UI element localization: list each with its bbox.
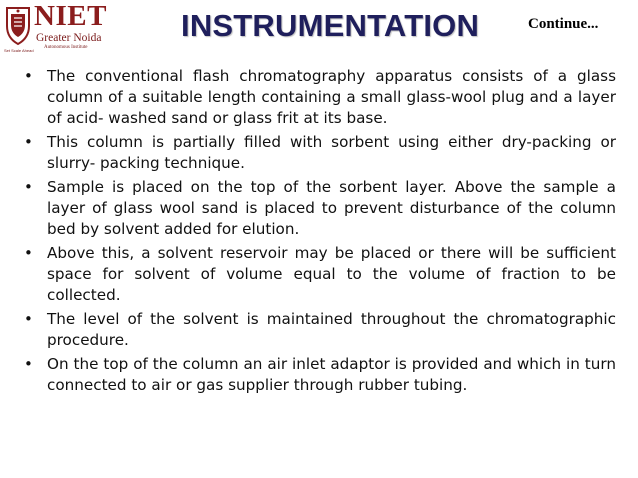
bullet-item xyxy=(24,132,616,174)
bullet-item xyxy=(24,309,616,351)
bullet-list xyxy=(24,66,616,399)
niet-logo xyxy=(4,0,126,54)
bullet-item xyxy=(24,354,616,396)
bullet-text: Sample is placed on the top of the sorbent layer. Above the sample a layer of glass wool sand is placed to prevent disturbance of the column bed by solvent added for elution. xyxy=(47,178,616,238)
bullet-dot-icon: • xyxy=(24,178,33,196)
bullet-text: This column is partially filled with sorbent using either dry-packing or slurry- packing technique. xyxy=(47,133,616,172)
bullet-dot-icon: • xyxy=(24,244,33,262)
bullet-dot-icon: • xyxy=(24,133,33,151)
logo-location-text: Greater Noida xyxy=(36,32,102,44)
bullet-item xyxy=(24,177,616,240)
bullet-dot-icon: • xyxy=(24,355,33,373)
bullet-text: The conventional flash chromatography apparatus consists of a glass column of a suitable length containing a small glass-wool plug and a layer of acid- washed sand or glass frit at its base. xyxy=(47,67,616,127)
logo-brand-text: NIET xyxy=(34,0,107,32)
niet-emblem-icon xyxy=(4,4,32,48)
bullet-item xyxy=(24,243,616,306)
bullet-dot-icon: • xyxy=(24,67,33,85)
logo-subtitle-text: Autonomous Institute xyxy=(44,45,88,50)
bullet-text: On the top of the column an air inlet adaptor is provided and which in turn connected to air or gas supplier through rubber tubing. xyxy=(47,355,616,394)
bullet-dot-icon: • xyxy=(24,310,33,328)
bullet-text: Above this, a solvent reservoir may be placed or there will be sufficient space for solvent of volume equal to the volume of fraction to be collected. xyxy=(47,244,616,304)
logo-tagline-text: Set Scale Ahead xyxy=(4,48,34,53)
slide-title: INSTRUMENTATION xyxy=(181,8,480,43)
bullet-item xyxy=(24,66,616,129)
bullet-text: The level of the solvent is maintained throughout the chromatographic procedure. xyxy=(47,310,616,349)
continue-label: Continue... xyxy=(528,16,599,32)
